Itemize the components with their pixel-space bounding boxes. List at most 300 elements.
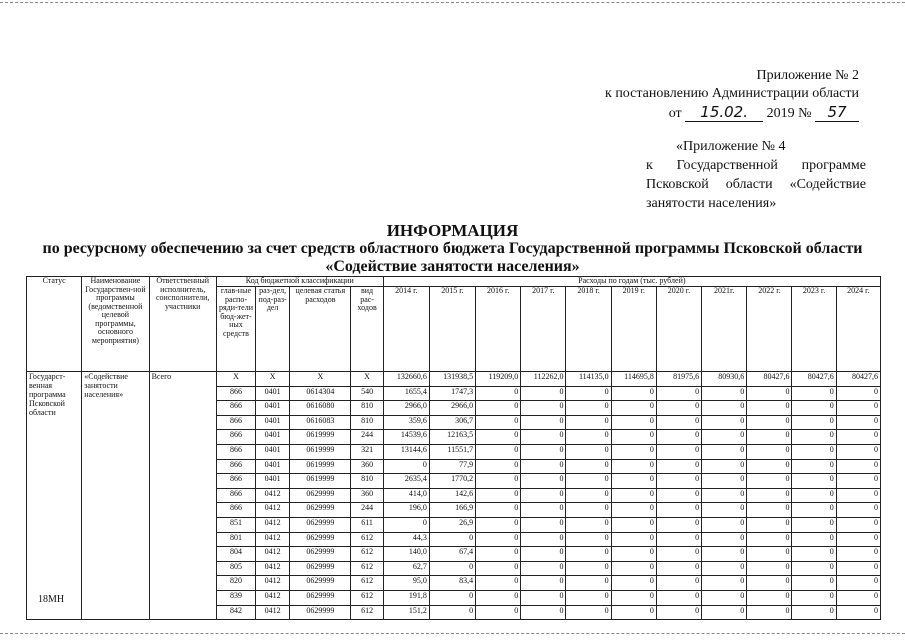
value-cell: 0: [611, 444, 656, 459]
value-cell: 0: [702, 459, 747, 474]
value-cell: 0: [521, 532, 566, 547]
value-cell: 0: [521, 430, 566, 445]
section-cell: X: [256, 372, 290, 387]
target-cell: 0614304: [290, 386, 351, 401]
section-cell: 0412: [256, 517, 290, 532]
value-cell: 0: [566, 488, 611, 503]
grbs-cell: 866: [216, 459, 255, 474]
expense-type-cell: 360: [351, 488, 383, 503]
value-cell: 0: [566, 415, 611, 430]
value-cell: 0: [747, 401, 792, 416]
scan-bottom-edge: [0, 633, 905, 634]
grbs-cell: 866: [216, 430, 255, 445]
value-cell: 0: [429, 605, 475, 620]
value-cell: 0: [476, 605, 521, 620]
value-cell: 0: [792, 590, 836, 605]
value-cell: 196,0: [383, 503, 429, 518]
value-cell: 0: [792, 401, 836, 416]
value-cell: 1770,2: [429, 474, 475, 489]
header-year: 2016 г.: [476, 287, 521, 372]
grbs-cell: 839: [216, 590, 255, 605]
value-cell: 0: [747, 430, 792, 445]
value-cell: 95,0: [383, 576, 429, 591]
value-cell: 140,0: [383, 547, 429, 562]
value-cell: 0: [521, 503, 566, 518]
value-cell: 0: [521, 488, 566, 503]
value-cell: 0: [521, 561, 566, 576]
value-cell: 0: [836, 488, 880, 503]
value-cell: 77,9: [429, 459, 475, 474]
value-cell: 2966,0: [383, 401, 429, 416]
value-cell: 0: [656, 401, 701, 416]
value-cell: 0: [476, 386, 521, 401]
value-cell: 0: [566, 517, 611, 532]
value-cell: 0: [836, 474, 880, 489]
value-cell: 0: [836, 590, 880, 605]
value-cell: 191,8: [383, 590, 429, 605]
value-cell: 0: [656, 459, 701, 474]
value-cell: 0: [747, 605, 792, 620]
value-cell: 0: [656, 517, 701, 532]
value-cell: 0: [521, 517, 566, 532]
target-cell: 0629999: [290, 517, 351, 532]
value-cell: 0: [836, 561, 880, 576]
value-cell: 81975,6: [656, 372, 701, 387]
value-cell: 166,9: [429, 503, 475, 518]
expense-type-cell: 810: [351, 474, 383, 489]
section-cell: 0401: [256, 474, 290, 489]
appendix-4-line2: к Государственной программе: [646, 158, 866, 173]
value-cell: 0: [792, 532, 836, 547]
value-cell: 0: [566, 503, 611, 518]
value-cell: 112262,0: [521, 372, 566, 387]
appendix-2-date-line: [605, 103, 859, 123]
value-cell: 0: [702, 547, 747, 562]
value-cell: 142,6: [429, 488, 475, 503]
value-cell: 0: [747, 503, 792, 518]
target-cell: 0616080: [290, 401, 351, 416]
value-cell: 0: [747, 517, 792, 532]
resource-table: [26, 276, 881, 620]
section-cell: 0412: [256, 561, 290, 576]
header-year: 2021г.: [702, 287, 747, 372]
value-cell: 67,4: [429, 547, 475, 562]
value-cell: 0: [476, 415, 521, 430]
value-cell: 0: [476, 401, 521, 416]
section-cell: 0401: [256, 430, 290, 445]
value-cell: 0: [792, 415, 836, 430]
value-cell: 114695,8: [611, 372, 656, 387]
value-cell: 0: [702, 430, 747, 445]
target-cell: 0619999: [290, 459, 351, 474]
target-cell: 0629999: [290, 488, 351, 503]
value-cell: 0: [476, 459, 521, 474]
value-cell: 0: [611, 605, 656, 620]
value-cell: 0: [747, 488, 792, 503]
value-cell: 80930,6: [702, 372, 747, 387]
document-title: [0, 222, 905, 276]
expense-type-cell: 321: [351, 444, 383, 459]
target-cell: X: [290, 372, 351, 387]
appendix-4-line3: Псковской области «Содействие: [646, 177, 866, 192]
header-year: 2022 г.: [747, 287, 792, 372]
value-cell: 0: [747, 547, 792, 562]
value-cell: 0: [566, 590, 611, 605]
value-cell: 0: [792, 488, 836, 503]
section-cell: 0401: [256, 386, 290, 401]
value-cell: 0: [476, 488, 521, 503]
value-cell: 0: [566, 576, 611, 591]
value-cell: 11551,7: [429, 444, 475, 459]
value-cell: 119209,0: [476, 372, 521, 387]
appendix-4-title: «Приложение № 4: [676, 139, 786, 154]
value-cell: 0: [702, 488, 747, 503]
title-subheading: по ресурсному обеспечению за счет средств областного бюджета Государственной программы Псковской области: [42, 240, 863, 257]
value-cell: 0: [611, 488, 656, 503]
grbs-cell: 866: [216, 415, 255, 430]
value-cell: 0: [792, 430, 836, 445]
expense-type-cell: 611: [351, 517, 383, 532]
value-cell: 0: [702, 576, 747, 591]
grbs-cell: 851: [216, 517, 255, 532]
value-cell: 131938,5: [429, 372, 475, 387]
value-cell: 0: [566, 605, 611, 620]
section-cell: 0412: [256, 576, 290, 591]
value-cell: 0: [383, 517, 429, 532]
value-cell: 0: [521, 590, 566, 605]
value-cell: 0: [476, 444, 521, 459]
expense-type-cell: 612: [351, 590, 383, 605]
date-prefix: от: [668, 106, 682, 121]
value-cell: 0: [656, 386, 701, 401]
target-cell: 0629999: [290, 576, 351, 591]
value-cell: 414,0: [383, 488, 429, 503]
value-cell: 0: [611, 561, 656, 576]
appendix-2-subtitle: к постановлению Администрации области: [605, 86, 859, 101]
header-section: раз-дел, под-раз-дел: [256, 287, 290, 372]
value-cell: 0: [611, 430, 656, 445]
grbs-cell: 804: [216, 547, 255, 562]
value-cell: 0: [656, 488, 701, 503]
value-cell: 114135,0: [566, 372, 611, 387]
header-grbs: глав-ные распо-ряди-тели бюд-жет-ных средств: [216, 287, 255, 372]
value-cell: 0: [656, 444, 701, 459]
section-cell: 0401: [256, 401, 290, 416]
table-row: [27, 372, 881, 387]
handwritten-number: 57: [815, 103, 859, 122]
value-cell: 0: [702, 415, 747, 430]
value-cell: 0: [566, 474, 611, 489]
value-cell: 0: [611, 517, 656, 532]
section-cell: 0412: [256, 590, 290, 605]
value-cell: 0: [836, 547, 880, 562]
header-expenses: Расходы по годам (тыс. рублей): [383, 277, 880, 287]
value-cell: 0: [611, 459, 656, 474]
value-cell: 306,7: [429, 415, 475, 430]
value-cell: 0: [702, 561, 747, 576]
value-cell: 0: [566, 561, 611, 576]
appendix-4-line4: занятости населения»: [646, 196, 777, 211]
value-cell: 0: [429, 532, 475, 547]
value-cell: 0: [611, 401, 656, 416]
target-cell: 0629999: [290, 532, 351, 547]
section-cell: 0401: [256, 415, 290, 430]
date-year: 2019 №: [766, 106, 812, 121]
target-cell: 0619999: [290, 444, 351, 459]
grbs-cell: 866: [216, 474, 255, 489]
header-expense-type: вид рас-ходов: [351, 287, 383, 372]
handwritten-date: 15.02.: [685, 103, 763, 122]
value-cell: 0: [656, 503, 701, 518]
value-cell: 0: [656, 547, 701, 562]
value-cell: 0: [611, 547, 656, 562]
value-cell: 151,2: [383, 605, 429, 620]
executor-cell: Всего: [149, 372, 216, 620]
expense-type-cell: 612: [351, 576, 383, 591]
grbs-cell: 866: [216, 488, 255, 503]
value-cell: 0: [656, 561, 701, 576]
section-cell: 0412: [256, 532, 290, 547]
value-cell: 0: [656, 605, 701, 620]
grbs-cell: 866: [216, 386, 255, 401]
value-cell: 0: [476, 590, 521, 605]
value-cell: 1747,3: [429, 386, 475, 401]
value-cell: 0: [747, 444, 792, 459]
header-status: Статус: [27, 277, 82, 372]
header-target: целевая статья расходов: [290, 287, 351, 372]
value-cell: 0: [702, 605, 747, 620]
section-cell: 0412: [256, 605, 290, 620]
expense-type-cell: 612: [351, 547, 383, 562]
value-cell: 0: [792, 561, 836, 576]
header-year: 2018 г.: [566, 287, 611, 372]
value-cell: 0: [656, 532, 701, 547]
value-cell: 0: [476, 576, 521, 591]
header-year: 2023 г.: [792, 287, 836, 372]
value-cell: 0: [476, 532, 521, 547]
grbs-cell: 842: [216, 605, 255, 620]
value-cell: 0: [566, 459, 611, 474]
value-cell: 62,7: [383, 561, 429, 576]
section-cell: 0412: [256, 547, 290, 562]
header-year: 2020 г.: [656, 287, 701, 372]
value-cell: 0: [702, 444, 747, 459]
value-cell: 0: [566, 444, 611, 459]
value-cell: 0: [792, 503, 836, 518]
value-cell: 0: [747, 532, 792, 547]
value-cell: 0: [521, 415, 566, 430]
value-cell: 0: [702, 386, 747, 401]
scan-top-edge: [0, 2, 905, 3]
title-program-name: «Содействие занятости населения»: [325, 258, 580, 275]
header-executor: Ответственный исполнитель, соисполнители, участники: [149, 277, 216, 372]
value-cell: 0: [611, 590, 656, 605]
value-cell: 26,9: [429, 517, 475, 532]
value-cell: 0: [792, 517, 836, 532]
value-cell: 1655,4: [383, 386, 429, 401]
value-cell: 0: [702, 474, 747, 489]
header-year: 2015 г.: [429, 287, 475, 372]
expense-type-cell: 810: [351, 401, 383, 416]
section-cell: 0401: [256, 444, 290, 459]
value-cell: 0: [521, 474, 566, 489]
value-cell: 132660,6: [383, 372, 429, 387]
expense-type-cell: 360: [351, 459, 383, 474]
value-cell: 0: [521, 401, 566, 416]
value-cell: 0: [702, 590, 747, 605]
header-year: 2019 г.: [611, 287, 656, 372]
value-cell: 0: [611, 503, 656, 518]
expense-type-cell: 810: [351, 415, 383, 430]
value-cell: 44,3: [383, 532, 429, 547]
appendix-4-header: [646, 137, 866, 213]
value-cell: 0: [836, 401, 880, 416]
value-cell: 83,4: [429, 576, 475, 591]
value-cell: 0: [429, 590, 475, 605]
value-cell: 0: [702, 503, 747, 518]
grbs-cell: 866: [216, 444, 255, 459]
value-cell: 0: [566, 430, 611, 445]
value-cell: 0: [747, 386, 792, 401]
value-cell: 80427,6: [792, 372, 836, 387]
value-cell: 0: [792, 605, 836, 620]
target-cell: 0619999: [290, 474, 351, 489]
grbs-cell: 820: [216, 576, 255, 591]
value-cell: 0: [656, 430, 701, 445]
grbs-cell: 866: [216, 401, 255, 416]
target-cell: 0619999: [290, 430, 351, 445]
value-cell: 0: [566, 386, 611, 401]
value-cell: 0: [566, 401, 611, 416]
value-cell: 0: [747, 459, 792, 474]
value-cell: 0: [747, 415, 792, 430]
expense-type-cell: 612: [351, 605, 383, 620]
value-cell: 0: [656, 474, 701, 489]
grbs-cell: 801: [216, 532, 255, 547]
expense-type-cell: 244: [351, 503, 383, 518]
value-cell: 0: [836, 532, 880, 547]
target-cell: 0616083: [290, 415, 351, 430]
value-cell: 0: [611, 386, 656, 401]
value-cell: 0: [383, 459, 429, 474]
value-cell: 0: [792, 547, 836, 562]
value-cell: 0: [476, 517, 521, 532]
value-cell: 0: [747, 561, 792, 576]
header-budget-code: Код бюджетной классификации: [216, 277, 383, 287]
value-cell: 0: [836, 576, 880, 591]
expense-type-cell: 612: [351, 532, 383, 547]
appendix-2-header: [605, 67, 859, 123]
value-cell: 0: [702, 517, 747, 532]
header-year: 2014 г.: [383, 287, 429, 372]
value-cell: 0: [521, 576, 566, 591]
value-cell: 0: [611, 532, 656, 547]
target-cell: 0629999: [290, 590, 351, 605]
expense-type-cell: 244: [351, 430, 383, 445]
target-cell: 0629999: [290, 503, 351, 518]
value-cell: 0: [836, 386, 880, 401]
value-cell: 0: [611, 474, 656, 489]
value-cell: 0: [521, 459, 566, 474]
value-cell: 0: [521, 605, 566, 620]
value-cell: 0: [792, 386, 836, 401]
table-body: [27, 372, 881, 620]
value-cell: 0: [521, 386, 566, 401]
section-cell: 0401: [256, 459, 290, 474]
grbs-cell: 866: [216, 503, 255, 518]
status-cell: Государст-венная программа Псковской области: [27, 372, 82, 620]
value-cell: 0: [792, 444, 836, 459]
header-year: 2017 г.: [521, 287, 566, 372]
value-cell: 0: [566, 547, 611, 562]
value-cell: 0: [836, 503, 880, 518]
value-cell: 0: [476, 561, 521, 576]
header-year: 2024 г.: [836, 287, 880, 372]
value-cell: 0: [476, 474, 521, 489]
value-cell: 2635,4: [383, 474, 429, 489]
grbs-cell: X: [216, 372, 255, 387]
value-cell: 0: [476, 430, 521, 445]
header-program-name: Наименование Государствен-ной программы (ведомственной целевой программы, основного мероприятия): [82, 277, 149, 372]
value-cell: 0: [656, 415, 701, 430]
value-cell: 0: [747, 590, 792, 605]
value-cell: 0: [792, 576, 836, 591]
value-cell: 0: [792, 474, 836, 489]
value-cell: 0: [429, 561, 475, 576]
page-footer-code: 18МН: [38, 594, 65, 605]
value-cell: 0: [611, 415, 656, 430]
value-cell: 80427,6: [836, 372, 880, 387]
value-cell: 0: [836, 605, 880, 620]
section-cell: 0412: [256, 488, 290, 503]
expense-type-cell: X: [351, 372, 383, 387]
value-cell: 0: [836, 430, 880, 445]
value-cell: 0: [566, 532, 611, 547]
value-cell: 359,6: [383, 415, 429, 430]
value-cell: 0: [836, 517, 880, 532]
value-cell: 13144,6: [383, 444, 429, 459]
section-cell: 0412: [256, 503, 290, 518]
value-cell: 12163,5: [429, 430, 475, 445]
value-cell: 0: [747, 576, 792, 591]
expense-type-cell: 540: [351, 386, 383, 401]
value-cell: 14539,6: [383, 430, 429, 445]
value-cell: 0: [702, 532, 747, 547]
target-cell: 0629999: [290, 547, 351, 562]
value-cell: 0: [656, 590, 701, 605]
grbs-cell: 805: [216, 561, 255, 576]
title-heading: ИНФОРМАЦИЯ: [386, 221, 519, 240]
value-cell: 0: [656, 576, 701, 591]
value-cell: 80427,6: [747, 372, 792, 387]
value-cell: 0: [836, 415, 880, 430]
value-cell: 0: [521, 547, 566, 562]
value-cell: 0: [521, 444, 566, 459]
value-cell: 0: [836, 444, 880, 459]
value-cell: 0: [476, 503, 521, 518]
value-cell: 2966,0: [429, 401, 475, 416]
target-cell: 0629999: [290, 561, 351, 576]
value-cell: 0: [702, 401, 747, 416]
appendix-2-title: Приложение № 2: [756, 68, 859, 83]
value-cell: 0: [792, 459, 836, 474]
target-cell: 0629999: [290, 605, 351, 620]
value-cell: 0: [836, 459, 880, 474]
value-cell: 0: [476, 547, 521, 562]
program-name-cell: «Содействие занятости населения»: [82, 372, 149, 620]
value-cell: 0: [611, 576, 656, 591]
value-cell: 0: [747, 474, 792, 489]
